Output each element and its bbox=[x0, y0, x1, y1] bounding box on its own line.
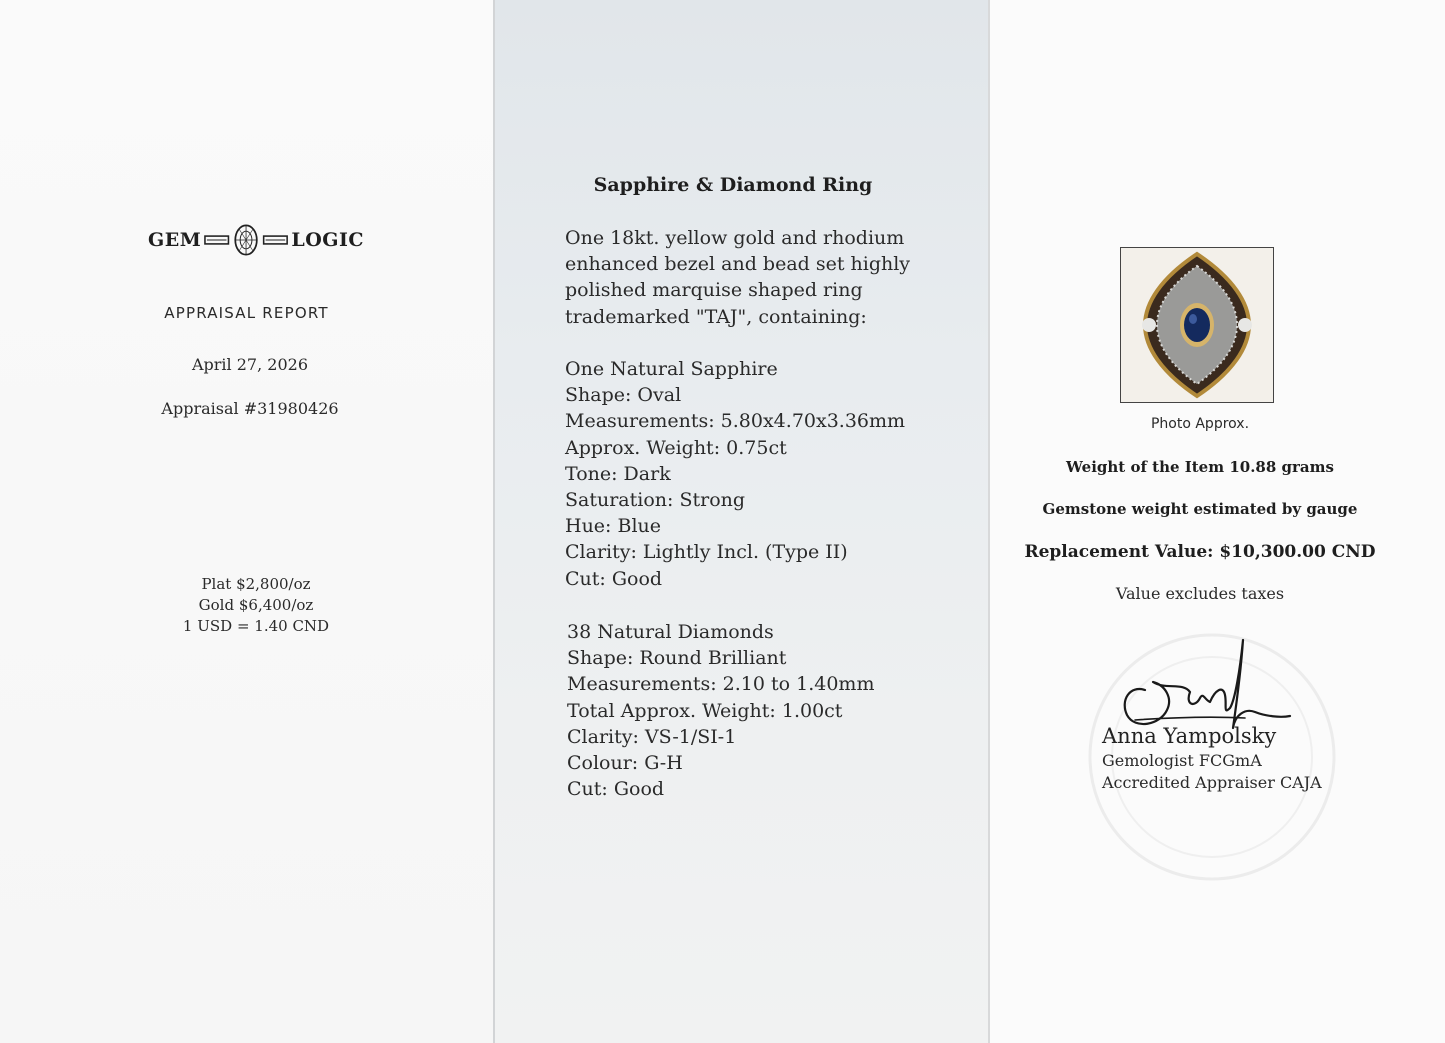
description-line: One 18kt. yellow gold and rhodium bbox=[565, 227, 905, 249]
logo-left-text: GEM bbox=[148, 229, 202, 251]
taxes-note: Value excludes taxes bbox=[1115, 584, 1285, 603]
sapphire-line: Cut: Good bbox=[565, 567, 663, 590]
sapphire-line: Saturation: Strong bbox=[565, 489, 746, 512]
description-line: polished marquise shaped ring bbox=[565, 279, 863, 302]
diamond-line: Clarity: VS-1/SI-1 bbox=[567, 725, 737, 748]
gold-rate: Gold $6,400/oz bbox=[198, 596, 314, 614]
diamond-line: 38 Natural Diamonds bbox=[567, 621, 774, 643]
replacement-value: Replacement Value: $10,300.00 CND bbox=[1024, 542, 1376, 562]
metal-rates bbox=[0, 574, 512, 637]
diamond-line: Measurements: 2.10 to 1.40mm bbox=[567, 673, 875, 696]
sapphire-line: Clarity: Lightly Incl. (Type II) bbox=[565, 541, 848, 564]
item-weight: Weight of the Item 10.88 grams bbox=[1066, 458, 1334, 476]
appraiser-name: Anna Yampolsky bbox=[1102, 724, 1277, 748]
sapphire-line: Hue: Blue bbox=[565, 515, 662, 538]
item-description bbox=[565, 225, 985, 330]
sapphire-line: Approx. Weight: 0.75ct bbox=[565, 436, 787, 459]
diamond-line: Shape: Round Brilliant bbox=[567, 647, 787, 670]
gem-logo-icon bbox=[203, 223, 289, 257]
sapphire-details bbox=[565, 356, 985, 592]
description-line: enhanced bezel and bead set highly bbox=[565, 253, 911, 276]
gauge-note: Gemstone weight estimated by gauge bbox=[1042, 500, 1358, 518]
exchange-rate: 1 USD = 1.40 CND bbox=[182, 617, 330, 635]
ring-image-icon bbox=[1121, 248, 1273, 402]
sapphire-line: Measurements: 5.80x4.70x3.36mm bbox=[565, 410, 906, 433]
report-date: April 27, 2026 bbox=[191, 355, 308, 374]
sapphire-line: One Natural Sapphire bbox=[565, 358, 778, 380]
sapphire-line: Tone: Dark bbox=[565, 462, 671, 485]
diamond-line: Cut: Good bbox=[567, 778, 665, 801]
ring-photo bbox=[1120, 247, 1274, 403]
appraisal-number: Appraisal #31980426 bbox=[161, 399, 339, 418]
diamond-line: Total Approx. Weight: 1.00ct bbox=[567, 699, 843, 722]
appraiser-credential-2: Accredited Appraiser CAJA bbox=[1102, 773, 1322, 792]
sapphire-line: Shape: Oval bbox=[565, 384, 682, 407]
item-title: Sapphire & Diamond Ring bbox=[593, 174, 873, 196]
logo-right-text: LOGIC bbox=[291, 229, 364, 251]
description-line: trademarked "TAJ", containing: bbox=[565, 305, 867, 328]
report-title: APPRAISAL REPORT bbox=[164, 304, 329, 322]
photo-caption: Photo Approx. bbox=[1150, 416, 1250, 432]
left-panel bbox=[0, 0, 493, 1043]
gem-logic-logo bbox=[148, 222, 364, 258]
platinum-rate: Plat $2,800/oz bbox=[201, 575, 311, 593]
diamond-details bbox=[567, 619, 987, 802]
appraiser-credential-1: Gemologist FCGmA bbox=[1102, 751, 1262, 770]
diamond-line: Colour: G-H bbox=[567, 752, 683, 775]
